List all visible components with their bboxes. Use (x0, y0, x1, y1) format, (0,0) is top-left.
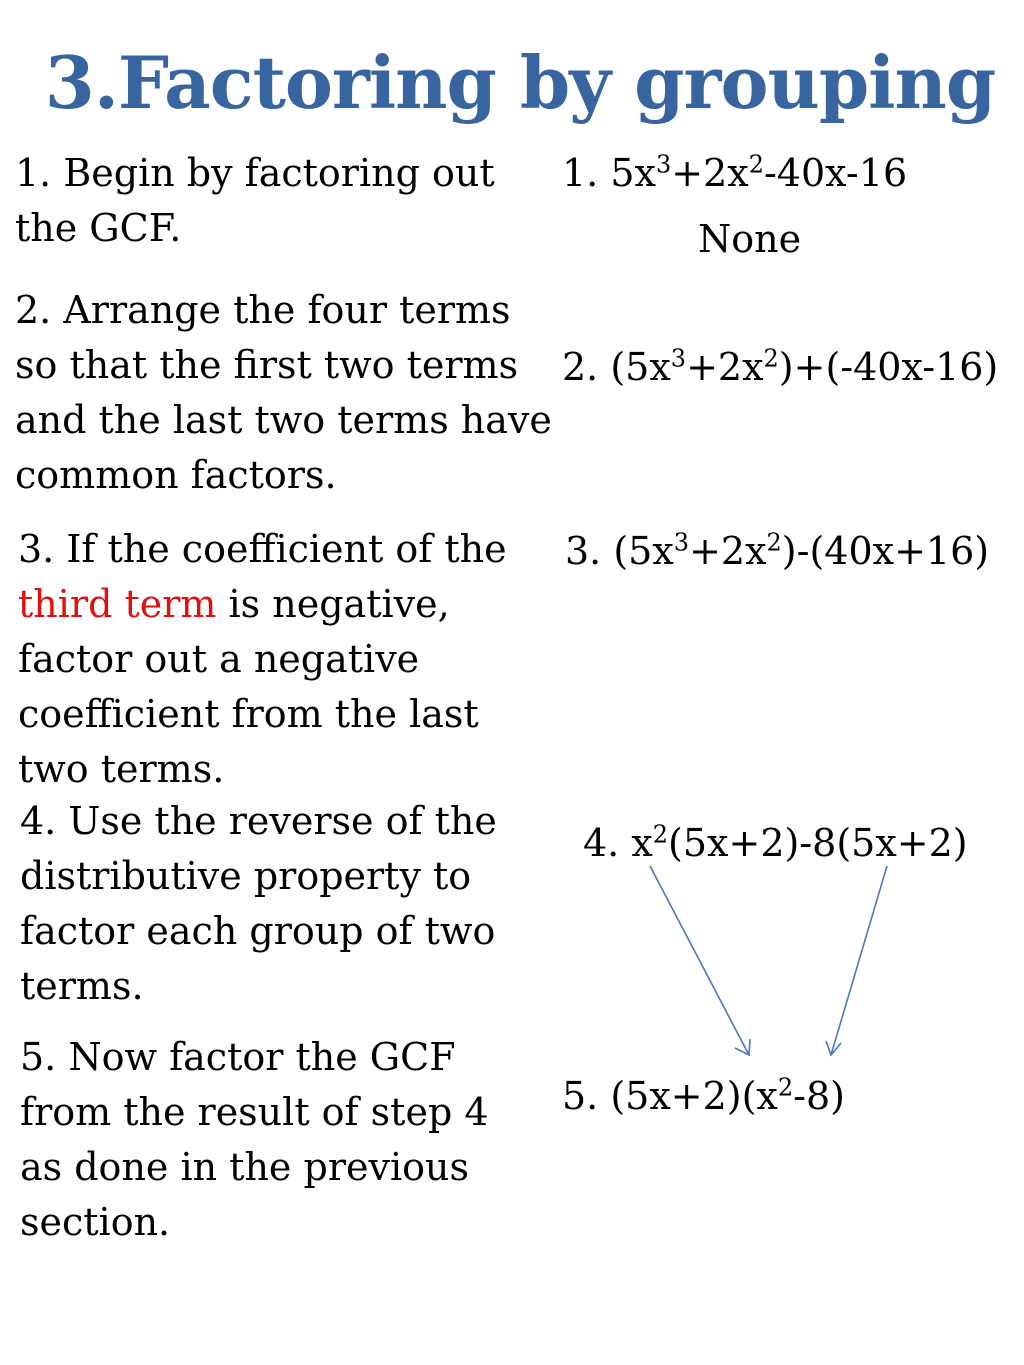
math-step-1: 1. $5x^3+2x^2-40x-16$ (562, 150, 908, 195)
step-3-line-1: 3. If the coefficient of the (18, 527, 507, 571)
step-2-line-2: so that the first two terms (15, 343, 519, 387)
math-step-5: 5. $(5x+2)(x^2-8)$ (562, 1073, 845, 1118)
third-term-highlight: third term (18, 582, 217, 626)
arrow-right (831, 866, 887, 1055)
step-4-line-1: 4. Use the reverse of the (20, 799, 497, 843)
page-title: 3.Factoring by grouping (44, 40, 996, 125)
step-4-line-3: factor each group of two (20, 909, 496, 953)
step-2-line-3: and the last two terms have (15, 398, 552, 442)
math-step-2: 2. $(5x^3+2x^2)+(-40x-16)$ (562, 344, 999, 389)
step-5-line-1: 5. Now factor the GCF (20, 1035, 456, 1079)
step-4-line-2: distributive property to (20, 854, 472, 898)
step-3-line-5: two terms. (18, 747, 225, 791)
step-4-line-4: terms. (20, 964, 144, 1008)
math-step-3: 3. $(5x^3+2x^2)-(40x+16)$ (565, 528, 990, 573)
step-2-line-1: 2. Arrange the four terms (15, 288, 511, 332)
step-5-line-2: from the result of step 4 (20, 1090, 489, 1134)
math-step-1-result: None (698, 217, 802, 261)
step-5-line-3: as done in the previous (20, 1145, 469, 1189)
arrow-left (650, 866, 749, 1055)
step-2-line-4: common factors. (15, 453, 337, 497)
step-5-line-4: section. (20, 1200, 171, 1244)
math-step-4: 4. $x^2(5x+2)-8(5x+2)$ (583, 820, 968, 865)
step-3-line-4: coefficient from the last (18, 692, 479, 736)
step-3-line-3: factor out a negative (18, 637, 420, 681)
step-3-line-2-rest: is negative, (216, 582, 450, 626)
step-1-line-2: the GCF. (15, 206, 182, 250)
step-1-line-1: 1. Begin by factoring out (15, 151, 495, 195)
